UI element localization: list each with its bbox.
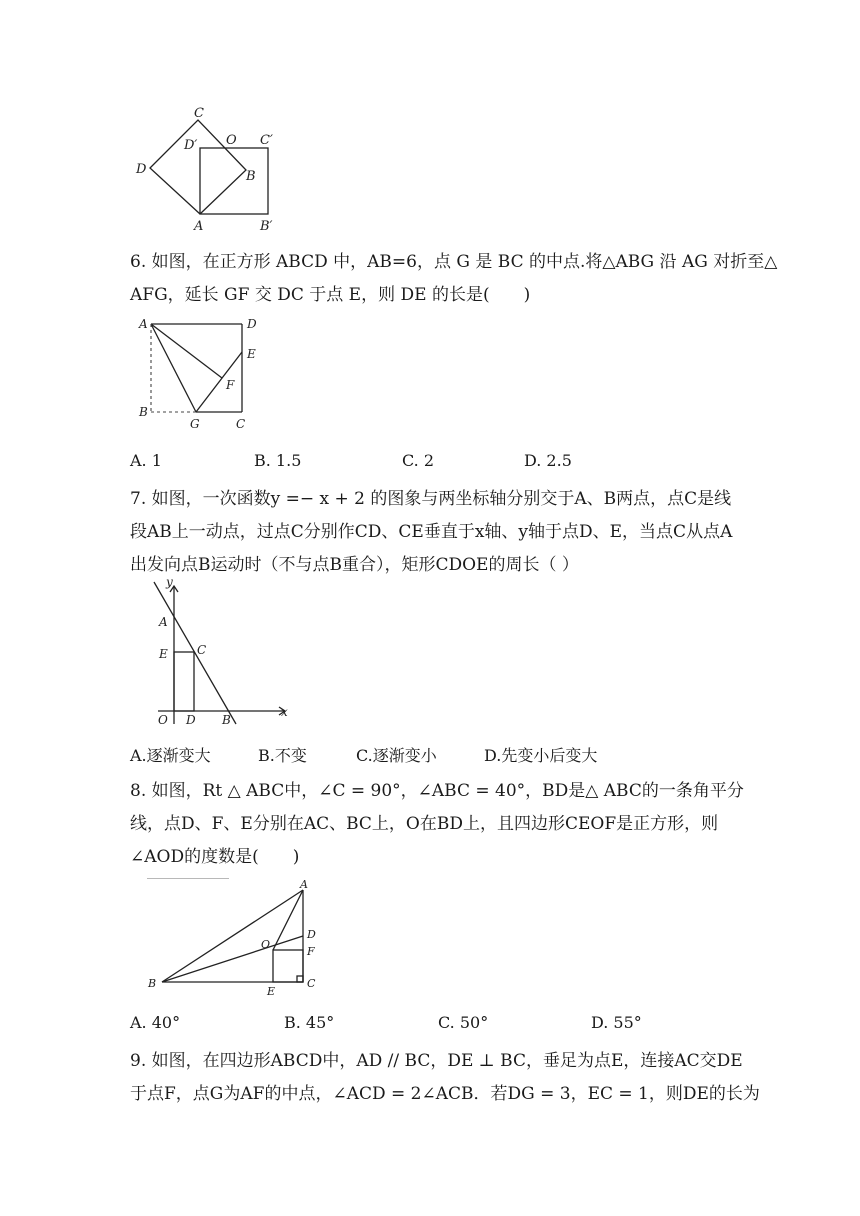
q8-option-b: B. 45° bbox=[284, 1013, 335, 1032]
label-A: A bbox=[194, 219, 204, 234]
label-C: C bbox=[194, 106, 204, 121]
q7-option-c: C.逐渐变小 bbox=[356, 746, 437, 765]
q7-option-a: A.逐渐变大 bbox=[130, 746, 211, 765]
q6-option-d: D. 2.5 bbox=[524, 451, 572, 470]
q6-option-b: B. 1.5 bbox=[254, 451, 302, 470]
q8-option-a: A. 40° bbox=[130, 1013, 181, 1032]
label-A: A bbox=[139, 317, 148, 331]
q7-text-line3: 出发向点B运动时（不与点B重合），矩形CDOE的周长（ ） bbox=[130, 555, 579, 575]
label-C: C bbox=[236, 417, 246, 431]
label-D: D bbox=[136, 162, 147, 177]
q6-option-c: C. 2 bbox=[402, 451, 435, 470]
label-E: E bbox=[159, 647, 168, 661]
label-D: D bbox=[247, 317, 257, 331]
label-A: A bbox=[300, 878, 308, 891]
label-Bprime: B′ bbox=[260, 219, 273, 234]
label-B: B bbox=[139, 405, 148, 419]
q7-option-d: D.先变小后变大 bbox=[484, 746, 598, 765]
label-B: B bbox=[222, 713, 231, 727]
label-Cprime: C′ bbox=[260, 133, 273, 148]
q6-option-a: A. 1 bbox=[130, 451, 162, 470]
q6-text-line1: 6. 如图，在正方形 ABCD 中，AB=6，点 G 是 BC 的中点.将△ABG 沿 AG 对折至△ bbox=[130, 252, 778, 272]
q8-text-line1: 8. 如图，Rt △ ABC中，∠C = 90°，∠ABC = 40°，BD是△ ABC的一条角平分 bbox=[130, 781, 744, 801]
label-G: G bbox=[190, 417, 200, 431]
label-Dprime: D′ bbox=[184, 138, 198, 153]
q7-option-b: B.不变 bbox=[258, 746, 307, 765]
q7-text-line1: 7. 如图，一次函数y =− x + 2 的图象与两坐标轴分别交于A、B两点，点C是线 bbox=[130, 489, 732, 509]
q7-text-line2: 段AB上一动点，过点C分别作CD、CE垂直于x轴、y轴于点D、E，当点C从点A bbox=[130, 522, 733, 542]
q8-text-line3: ∠AOD的度数是( ) bbox=[130, 847, 300, 867]
q8-option-c: C. 50° bbox=[438, 1013, 489, 1032]
label-O: O bbox=[158, 713, 168, 727]
figure-q6 bbox=[130, 312, 270, 437]
label-O: O bbox=[226, 133, 237, 148]
figure-q5 bbox=[128, 100, 288, 235]
label-B: B bbox=[148, 977, 157, 990]
label-D: D bbox=[186, 713, 196, 727]
figure-q7 bbox=[140, 574, 300, 730]
label-x: x bbox=[281, 705, 288, 719]
q6-text-line2: AFG，延长 GF 交 DC 于点 E，则 DE 的长是( ) bbox=[130, 285, 531, 305]
q9-text-line2: 于点F，点G为AF的中点，∠ACD = 2∠ACB．若DG = 3，EC = 1，则DE的长为 bbox=[130, 1084, 760, 1104]
label-F: F bbox=[307, 945, 315, 958]
label-E: E bbox=[247, 347, 256, 361]
label-F: F bbox=[226, 378, 235, 392]
figure-q8 bbox=[140, 878, 330, 998]
label-C: C bbox=[197, 643, 207, 657]
q9-text-line1: 9. 如图，在四边形ABCD中，AD // BC，DE ⊥ BC，垂足为点E，连接AC交DE bbox=[130, 1051, 743, 1071]
label-E: E bbox=[267, 985, 276, 998]
label-y: y bbox=[166, 575, 173, 589]
q8-option-d: D. 55° bbox=[591, 1013, 642, 1032]
q8-text-line2: 线，点D、F、E分别在AC、BC上，O在BD上，且四边形CEOF是正方形，则 bbox=[130, 814, 719, 834]
label-D: D bbox=[307, 928, 316, 941]
label-O: O bbox=[261, 938, 271, 951]
label-B: B bbox=[246, 169, 256, 184]
label-C: C bbox=[307, 977, 316, 990]
label-A: A bbox=[159, 615, 168, 629]
